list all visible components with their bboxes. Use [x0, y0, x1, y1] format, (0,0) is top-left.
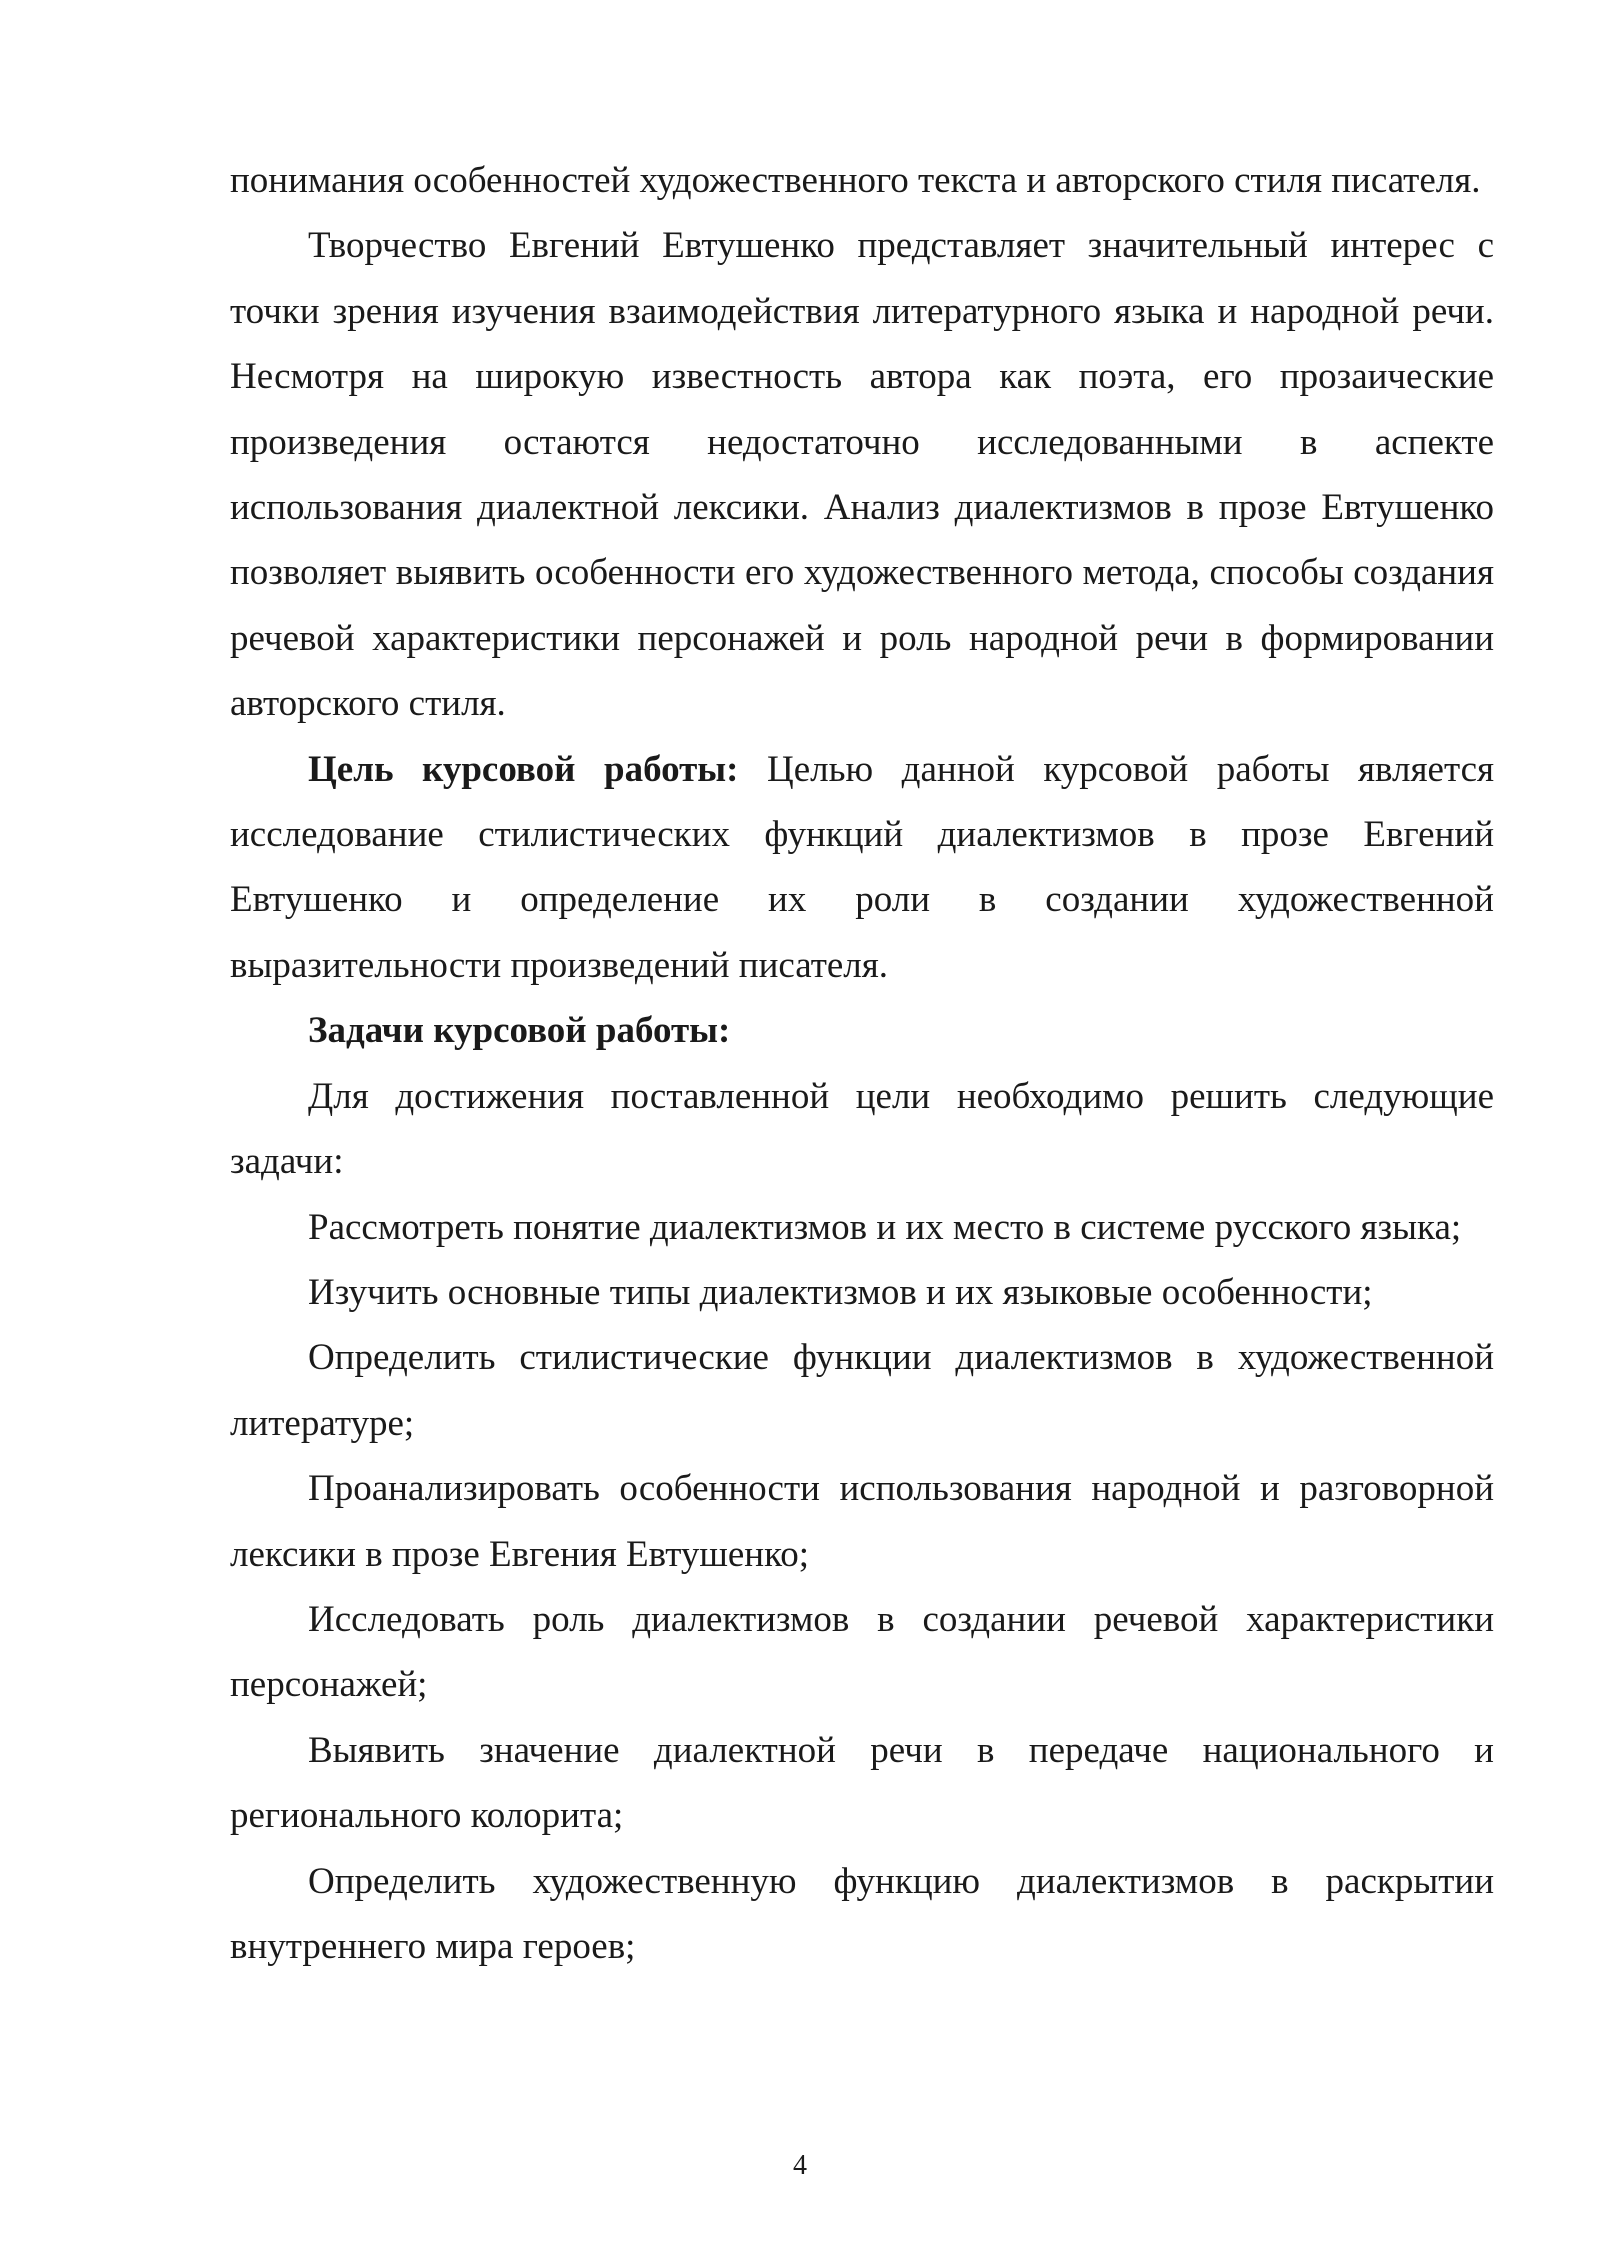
task-item: Рассмотреть понятие диалектизмов и их место в системе русского языка;: [308, 1206, 1462, 1248]
tasks-intro: Для достижения поставленной цели необходимо решить следующие задачи:: [230, 1075, 1494, 1183]
task-item: Исследовать роль диалектизмов в создании речевой характеристики персонажей;: [230, 1598, 1494, 1706]
page-number: 4: [793, 2150, 807, 2181]
body-text: [230, 148, 1494, 1979]
task-item: Проанализировать особенности использования народной и разговорной лексики в прозе Евгения Евтушенко;: [230, 1468, 1494, 1575]
task-item: Выявить значение диалектной речи в передаче национального и регионального колорита;: [230, 1729, 1494, 1837]
continuation-paragraph: понимания особенностей художественного текста и авторского стиля писателя.: [230, 160, 1481, 201]
task-item: Определить художественную функцию диалектизмов в раскрытии внутреннего мира героев;: [230, 1860, 1494, 1967]
tasks-heading: Задачи курсовой работы:: [308, 1010, 731, 1052]
goal-heading: Цель курсовой работы:: [308, 748, 739, 790]
relevance-paragraph: Творчество Евгений Евтушенко представляет значительный интерес с точки зрения изучения взаимодействия литературного языка и народной речи. Несмотря на широкую известность автора как поэта, его прозаические произведения остаются недостаточно исследованными в аспекте использования диалектной лексики. Анализ диалектизмов в прозе Евтушенко позволяет выявить особенности его художественного метода, способы создания речевой характеристики персонажей и роль народной речи в формировании авторского стиля.: [230, 225, 1494, 725]
goal-paragraph: [230, 737, 1494, 999]
task-item: Определить стилистические функции диалектизмов в художественной литературе;: [230, 1337, 1494, 1444]
goal-text: Целью данной курсовой работы является исследование стилистических функций диалектизмов в прозе Евгений Евтушенко и определение их роли в создании художественной выразительности произведений писателя.: [230, 748, 1495, 986]
task-item: Изучить основные типы диалектизмов и их языковые особенности;: [308, 1271, 1373, 1313]
